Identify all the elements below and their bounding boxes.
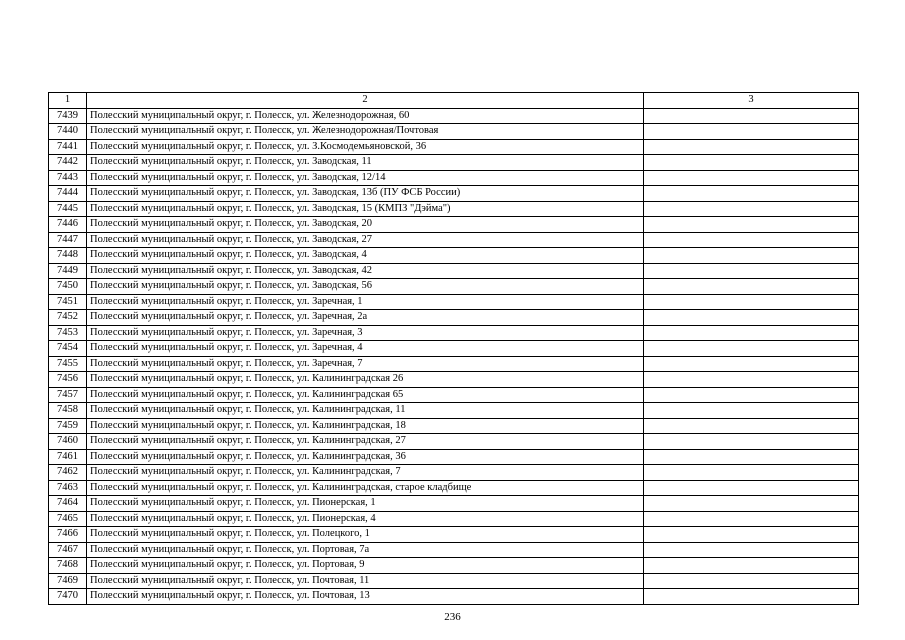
address-cell: Полесский муниципальный округ, г. Полесск, ул. Калининградская, 11 (87, 403, 644, 419)
address-cell: Полесский муниципальный округ, г. Полесск, ул. Почтовая, 11 (87, 573, 644, 589)
note-cell (644, 449, 859, 465)
note-cell (644, 294, 859, 310)
page-number: 236 (444, 611, 461, 623)
row-number-cell: 7457 (49, 387, 87, 403)
note-cell (644, 248, 859, 264)
table-row (49, 155, 859, 171)
table-row (49, 217, 859, 233)
table-row (49, 496, 859, 512)
address-table (48, 92, 859, 605)
address-cell: Полесский муниципальный округ, г. Полесск, ул. Заводская, 4 (87, 248, 644, 264)
note-cell (644, 108, 859, 124)
row-number-cell: 7450 (49, 279, 87, 295)
address-cell: Полесский муниципальный округ, г. Полесск, ул. Заводская, 15 (КМПЗ "Дэйма") (87, 201, 644, 217)
row-number-cell: 7448 (49, 248, 87, 264)
address-cell: Полесский муниципальный округ, г. Полесск, ул. Заречная, 4 (87, 341, 644, 357)
row-number-cell: 7459 (49, 418, 87, 434)
address-cell: Полесский муниципальный округ, г. Полесск, ул. Полецкого, 1 (87, 527, 644, 543)
table-row (49, 310, 859, 326)
note-cell (644, 201, 859, 217)
note-cell (644, 434, 859, 450)
note-cell (644, 403, 859, 419)
address-cell: Полесский муниципальный округ, г. Полесск, ул. Заводская, 42 (87, 263, 644, 279)
note-cell (644, 496, 859, 512)
address-cell: Полесский муниципальный округ, г. Полесск, ул. Калининградская 26 (87, 372, 644, 388)
row-number-cell: 7441 (49, 139, 87, 155)
table-row (49, 139, 859, 155)
note-cell (644, 263, 859, 279)
row-number-cell: 7453 (49, 325, 87, 341)
row-number-cell: 7466 (49, 527, 87, 543)
note-cell (644, 356, 859, 372)
note-cell (644, 279, 859, 295)
address-cell: Полесский муниципальный округ, г. Полесск, ул. Пионерская, 4 (87, 511, 644, 527)
table-row (49, 434, 859, 450)
row-number-cell: 7463 (49, 480, 87, 496)
address-cell: Полесский муниципальный округ, г. Полесск, ул. Заводская, 20 (87, 217, 644, 233)
table-row (49, 170, 859, 186)
note-cell (644, 542, 859, 558)
address-cell: Полесский муниципальный округ, г. Полесск, ул. Железнодорожная, 60 (87, 108, 644, 124)
address-cell: Полесский муниципальный округ, г. Полесск, ул. Заречная, 3 (87, 325, 644, 341)
address-cell: Полесский муниципальный округ, г. Полесск, ул. Заводская, 12/14 (87, 170, 644, 186)
row-number-cell: 7464 (49, 496, 87, 512)
row-number-cell: 7465 (49, 511, 87, 527)
row-number-cell: 7446 (49, 217, 87, 233)
row-number-cell: 7452 (49, 310, 87, 326)
address-cell: Полесский муниципальный округ, г. Полесск, ул. Пионерская, 1 (87, 496, 644, 512)
note-cell (644, 511, 859, 527)
address-cell: Полесский муниципальный округ, г. Полесск, ул. Калининградская, 27 (87, 434, 644, 450)
row-number-cell: 7470 (49, 589, 87, 605)
address-cell: Полесский муниципальный округ, г. Полесск, ул. Заречная, 7 (87, 356, 644, 372)
header-row (49, 93, 859, 109)
note-cell (644, 573, 859, 589)
note-cell (644, 217, 859, 233)
table-row (49, 465, 859, 481)
row-number-cell: 7458 (49, 403, 87, 419)
note-cell (644, 372, 859, 388)
row-number-cell: 7469 (49, 573, 87, 589)
note-cell (644, 387, 859, 403)
note-cell (644, 527, 859, 543)
note-cell (644, 418, 859, 434)
note-cell (644, 124, 859, 140)
table-row (49, 387, 859, 403)
address-cell: Полесский муниципальный округ, г. Полесск, ул. Заречная, 2а (87, 310, 644, 326)
table-row (49, 511, 859, 527)
address-cell: Полесский муниципальный округ, г. Полесск, ул. Портовая, 9 (87, 558, 644, 574)
table-row (49, 263, 859, 279)
table-row (49, 558, 859, 574)
row-number-cell: 7468 (49, 558, 87, 574)
address-cell: Полесский муниципальный округ, г. Полесск, ул. Почтовая, 13 (87, 589, 644, 605)
address-cell: Полесский муниципальный округ, г. Полесск, ул. Калининградская, 36 (87, 449, 644, 465)
header-col-2: 2 (87, 93, 644, 109)
address-cell: Полесский муниципальный округ, г. Полесск, ул. Калининградская, старое кладбище (87, 480, 644, 496)
note-cell (644, 558, 859, 574)
row-number-cell: 7462 (49, 465, 87, 481)
address-cell: Полесский муниципальный округ, г. Полесск, ул. Портовая, 7а (87, 542, 644, 558)
row-number-cell: 7461 (49, 449, 87, 465)
row-number-cell: 7440 (49, 124, 87, 140)
row-number-cell: 7445 (49, 201, 87, 217)
address-cell: Полесский муниципальный округ, г. Полесск, ул. Железнодорожная/Почтовая (87, 124, 644, 140)
note-cell (644, 186, 859, 202)
row-number-cell: 7442 (49, 155, 87, 171)
table-row (49, 418, 859, 434)
table-row (49, 341, 859, 357)
address-cell: Полесский муниципальный округ, г. Полесск, ул. Заводская, 56 (87, 279, 644, 295)
address-cell: Полесский муниципальный округ, г. Полесск, ул. З.Космодемьяновской, 36 (87, 139, 644, 155)
note-cell (644, 465, 859, 481)
address-cell: Полесский муниципальный округ, г. Полесск, ул. Калининградская 65 (87, 387, 644, 403)
address-cell: Полесский муниципальный округ, г. Полесск, ул. Заводская, 27 (87, 232, 644, 248)
table-row (49, 108, 859, 124)
header-col-1: 1 (49, 93, 87, 109)
address-cell: Полесский муниципальный округ, г. Полесск, ул. Калининградская, 7 (87, 465, 644, 481)
row-number-cell: 7439 (49, 108, 87, 124)
note-cell (644, 139, 859, 155)
table-row (49, 403, 859, 419)
table-row (49, 124, 859, 140)
note-cell (644, 325, 859, 341)
table-row (49, 589, 859, 605)
row-number-cell: 7455 (49, 356, 87, 372)
table-row (49, 449, 859, 465)
table-row (49, 201, 859, 217)
table-row (49, 294, 859, 310)
row-number-cell: 7451 (49, 294, 87, 310)
table-row (49, 186, 859, 202)
row-number-cell: 7447 (49, 232, 87, 248)
row-number-cell: 7460 (49, 434, 87, 450)
note-cell (644, 155, 859, 171)
address-cell: Полесский муниципальный округ, г. Полесск, ул. Заводская, 11 (87, 155, 644, 171)
row-number-cell: 7454 (49, 341, 87, 357)
note-cell (644, 170, 859, 186)
table-row (49, 372, 859, 388)
row-number-cell: 7467 (49, 542, 87, 558)
note-cell (644, 480, 859, 496)
table-row (49, 542, 859, 558)
table-row (49, 279, 859, 295)
table-row (49, 573, 859, 589)
address-cell: Полесский муниципальный округ, г. Полесск, ул. Заводская, 13б (ПУ ФСБ России) (87, 186, 644, 202)
table-row (49, 527, 859, 543)
table-row (49, 480, 859, 496)
row-number-cell: 7456 (49, 372, 87, 388)
address-cell: Полесский муниципальный округ, г. Полесск, ул. Заречная, 1 (87, 294, 644, 310)
row-number-cell: 7449 (49, 263, 87, 279)
table-row (49, 325, 859, 341)
row-number-cell: 7443 (49, 170, 87, 186)
table-row (49, 232, 859, 248)
header-col-3: 3 (644, 93, 859, 109)
address-cell: Полесский муниципальный округ, г. Полесск, ул. Калининградская, 18 (87, 418, 644, 434)
table-row (49, 248, 859, 264)
note-cell (644, 589, 859, 605)
row-number-cell: 7444 (49, 186, 87, 202)
note-cell (644, 310, 859, 326)
note-cell (644, 232, 859, 248)
note-cell (644, 341, 859, 357)
table-row (49, 356, 859, 372)
